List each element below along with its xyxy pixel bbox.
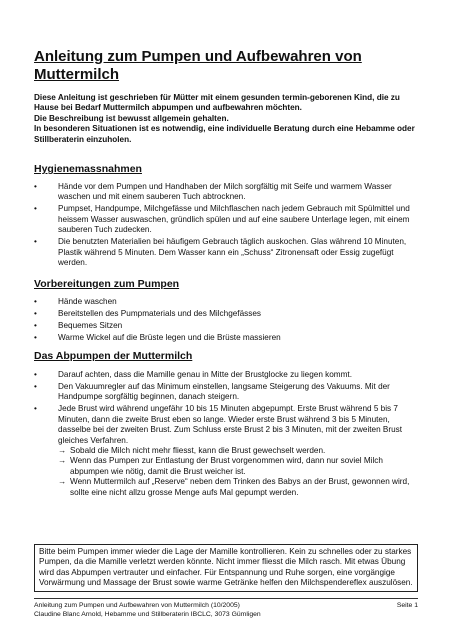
pumping-sublist [58, 446, 418, 498]
hygiene-list [34, 182, 418, 270]
footer-document-title: Anleitung zum Pumpen und Aufbewahren von Muttermilch (10/2005) [34, 602, 240, 609]
intro-paragraph: In besonderen Situationen ist es notwendig, eine individuelle Beratung durch eine Hebamme oder Stillberaterin einzuholen. [34, 124, 415, 144]
sub-list-item: → Wenn das Pumpen zur Entlastung der Brust vorgenommen wird, dann nur soviel Milch abpumpen wie nötig, damit die Brust weicher ist. [58, 456, 383, 476]
list-item: • Bequemes Sitzen [34, 321, 123, 330]
page-footer [34, 598, 418, 619]
tip-box: Bitte beim Pumpen immer wieder die Lage der Mamille kontrollieren. Kein zu schnelles oder zu starkes Pumpen, da die Mamille verletzt werden könnte. Nicht immer fliesst die Milch rasch. Mit etwas Übung wird das Abpumpen vertrauter und einfacher. Für Entspannung und Ruhe sorgen, eine vorgängige Vorwärmung und Massage der Brust sowie warme Getränke helfen den Milchspendereflex auszulösen. [34, 544, 418, 592]
arrow-right-icon: → [58, 446, 67, 456]
arrow-right-icon: → [58, 477, 67, 487]
document-title: Anleitung zum Pumpen und Aufbewahren von Muttermilch [34, 48, 362, 83]
section-heading-preparation: Vorbereitungen zum Pumpen [34, 278, 180, 290]
bullet-icon: • [34, 382, 37, 391]
bullet-icon: • [34, 182, 37, 191]
bullet-icon: • [34, 309, 37, 318]
section-heading-hygiene: Hygienemassnahmen [34, 163, 142, 175]
arrow-right-icon: → [58, 456, 67, 466]
bullet-icon: • [34, 297, 37, 306]
intro-block [34, 93, 418, 145]
bullet-icon: • [34, 333, 37, 342]
list-item: • Jede Brust wird während ungefähr 10 bis 15 Minuten abgepumpt. Erste Brust während 5 bis 7 Minuten, dann die zweite Brust eben so lange. Wieder erste Brust während 3 bis 5 Minuten, dasselbe bei der zweiten Brust. Zum Schluss erste Brust 2 bis 3 Minuten, mit der zweiten Brust gleiches Verfahren. → Sobald die Milch nicht mehr fliesst, kann die Brust gewechselt werden. → Wenn das Pumpen zur Entlastung der Brust vorgenommen wird, dann nur soviel Milch abpumpen wie nötig, damit die Brust weicher ist. → Wenn Muttermilch auf „Reserve“ neben dem Trinken des Babys an der Brust, gewonnen wird, sollte eine nicht allzu grosse Menge aufs Mal gepumpt werden. [34, 404, 418, 498]
sub-list-item: → Sobald die Milch nicht mehr fliesst, kann die Brust gewechselt werden. [58, 446, 326, 456]
list-item: • Bereitstellen des Pumpmaterials und des Milchgefässes [34, 309, 261, 318]
list-item: • Darauf achten, dass die Mamille genau in Mitte der Brustglocke zu liegen kommt. [34, 370, 352, 379]
bullet-icon: • [34, 370, 37, 379]
bullet-icon: • [34, 237, 37, 247]
bullet-icon: • [34, 204, 37, 214]
list-item: • Hände waschen [34, 297, 117, 306]
intro-paragraph: Diese Anleitung ist geschrieben für Mütter mit einem gesunden termin-geborenen Kind, die zu Hause bei Bedarf Muttermilch abpumpen und aufbewahren möchten. [34, 93, 400, 113]
list-item: • Warme Wickel auf die Brüste legen und die Brüste massieren [34, 333, 281, 342]
intro-paragraph: Die Beschreibung ist bewusst allgemein gehalten. [34, 113, 229, 123]
footer-author: Claudine Blanc Arnold, Hebamme und Stillberaterin IBCLC, 3073 Gümligen [34, 611, 261, 618]
pumping-list [34, 370, 418, 500]
list-item: • Den Vakuumregler auf das Minimum einstellen, langsame Steigerung des Vakuums. Mit der Handpumpe sorgfältig beginnen, danach steigern. [34, 382, 390, 402]
list-item: • Die benutzten Materialien bei häufigem Gebrauch täglich auskochen. Glas während 10 Minuten, Plastik während 5 Minuten. Dem Wasser kann ein „Schuss“ Zitronensaft oder Essig zugefügt werden. [34, 237, 407, 268]
page-number: Seite 1 [396, 602, 418, 609]
list-item: • Pumpset, Handpumpe, Milchgefässe und Milchflaschen nach jedem Gebrauch mit Spülmittel und heissem Wasser auswaschen, gründlich spülen und auf eine saubere Unterlage legen, mit einem sauberen Tuch zudecken. [34, 204, 410, 235]
bullet-icon: • [34, 321, 37, 330]
preparation-list [34, 297, 418, 345]
list-item: • Hände vor dem Pumpen und Handhaben der Milch sorgfältig mit Seife und warmem Wasser waschen und mit einem sauberen Tuch abtrocknen. [34, 182, 392, 202]
section-heading-pumping: Das Abpumpen der Muttermilch [34, 350, 193, 362]
sub-list-item: → Wenn Muttermilch auf „Reserve“ neben dem Trinken des Babys an der Brust, gewonnen wird, sollte eine nicht allzu grosse Menge aufs Mal gepumpt werden. [58, 477, 410, 497]
bullet-icon: • [34, 404, 37, 414]
